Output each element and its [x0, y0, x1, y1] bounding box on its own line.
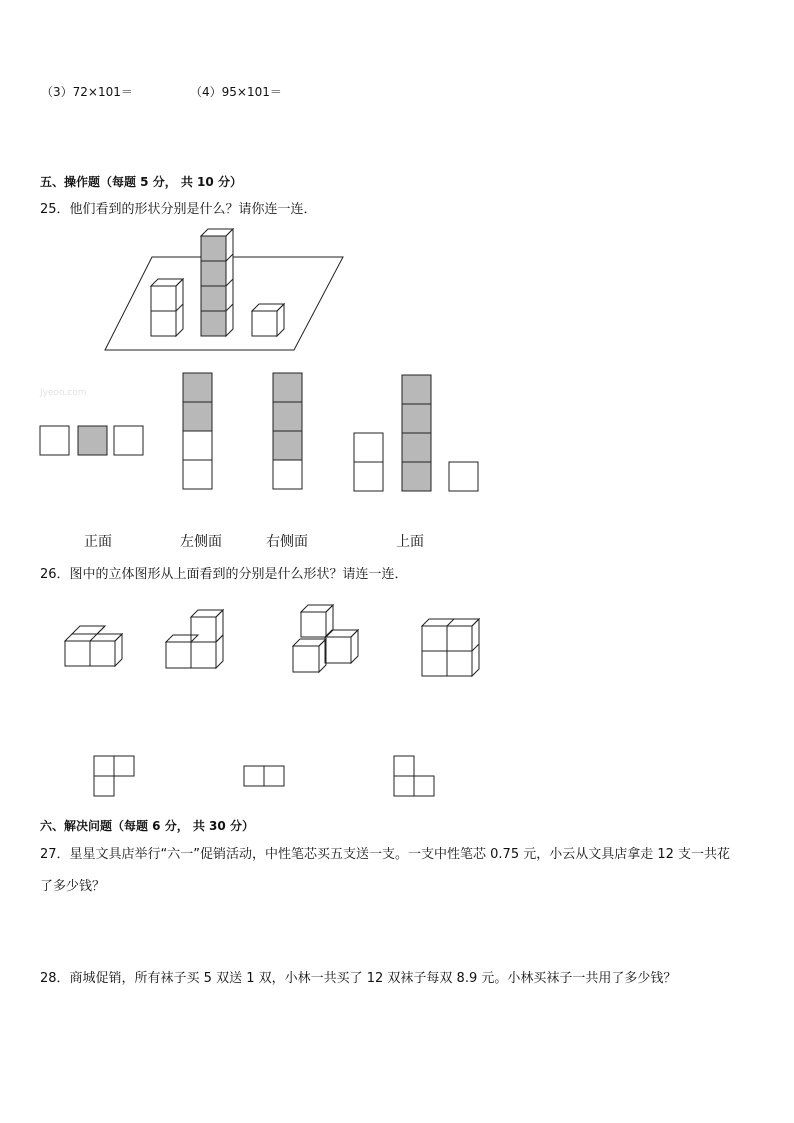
- calc-item-4: （4）95×101＝: [190, 85, 282, 99]
- q25-view-right: [273, 373, 302, 489]
- q28-question: 28．商城促销，所有袜子买 5 双送 1 双，小林一共买了 12 双袜子每双 8.9 元。小林买袜子一共用了多少钱？: [40, 971, 677, 986]
- q25-view-left: [183, 373, 212, 489]
- q25-question: 25．他们看到的形状分别是什么？请你连一连．: [40, 202, 317, 217]
- section6-heading: 六、解决问题（每题 6 分， 共 30 分）: [40, 819, 254, 833]
- q26-solid-2: [166, 610, 223, 668]
- q25-single-cube: [252, 304, 284, 336]
- q27-line-2: 了多少钱？: [40, 879, 106, 894]
- q26-top-view-3: [394, 756, 434, 796]
- q26-solid-4: [422, 619, 479, 676]
- q26-question: 26．图中的立体图形从上面看到的分别是什么形状？请连一连．: [40, 567, 408, 582]
- watermark: Jyeoo.com: [40, 388, 87, 398]
- q26-solid-3: [293, 605, 358, 672]
- q26-solid-1: [65, 626, 122, 666]
- section5-heading: 五、操作题（每题 5 分， 共 10 分）: [40, 175, 242, 189]
- q25-view-top: [354, 375, 478, 491]
- q25-view-front: [40, 426, 143, 455]
- q27-line-1: 27．星星文具店举行“六一”促销活动，中性笔芯买五支送一支。一支中性笔芯 0.75 元，小云从文具店拿走 12 支一共花: [40, 847, 731, 862]
- label-front: 正面: [84, 534, 112, 550]
- calc-item-3: （3）72×101＝: [41, 85, 133, 99]
- q25-left-stack: [151, 279, 183, 336]
- label-left-side: 左侧面: [180, 534, 222, 550]
- q25-tall-stack: [201, 229, 233, 336]
- q26-top-view-2: [244, 766, 284, 786]
- label-top: 上面: [396, 534, 424, 550]
- q26-top-view-1: [94, 756, 134, 796]
- label-right-side: 右侧面: [266, 534, 308, 550]
